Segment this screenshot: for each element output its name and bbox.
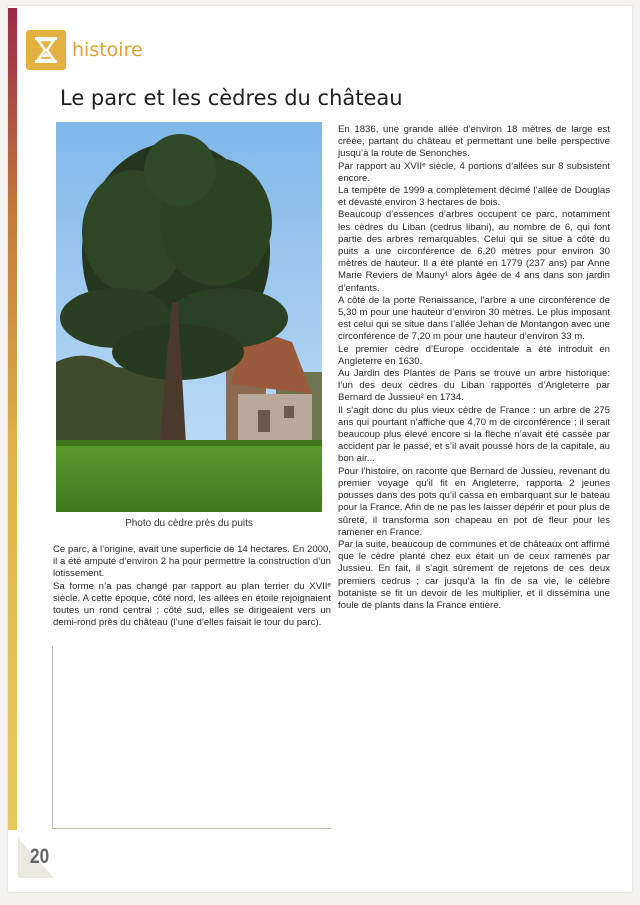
hourglass-icon xyxy=(26,30,66,70)
empty-image-frame xyxy=(52,646,331,829)
cedar-photo xyxy=(56,122,322,512)
article-title: Le parc et les cèdres du château xyxy=(60,86,403,110)
page-number: 20 xyxy=(30,845,50,868)
right-column xyxy=(338,124,610,612)
paragraph: En 1836, une grande allée d’environ 18 mètres de large est créée, partant du château et permettant une belle perspective jusqu’à la route de Senonches. xyxy=(338,124,610,160)
paragraph: Pour l’histoire, on raconte que Bernard de Jussieu, revenant du premier voyage qu’il fit en Angleterre, rapporta 2 jeunes pousses dans des pots qu’il cassa en embarquant sur le bateau pour la France. Afin de ne pas les laisser dépérir et pour plus de sûreté, il transforma son chapeau en pot de fleur pour les ramener en France. xyxy=(338,465,610,538)
paragraph: Il s’agit donc du plus vieux cèdre de France : un arbre de 275 ans qui pourtant n’affiche que 4,70 m de circonférence ; il serait beaucoup plus élevé encore si la flèche n’avait été cassée par accident par le passé, et s’il avait poussé hors de la capitale, au bon air... xyxy=(338,404,610,465)
paragraph: Au Jardin des Plantes de Paris se trouve un arbre historique: l’un des deux cèdres du Liban rapportés d’Angleterre par Bernard de Jussieu² en 1734. xyxy=(338,368,610,404)
left-column xyxy=(53,544,331,629)
paragraph: Ce parc, à l’origine, avait une superficie de 14 hectares. En 2000, il a été amputé d’environ 2 ha pour permettre la construction d’un lotissement. xyxy=(53,544,331,580)
paragraph: Beaucoup d’essences d’arbres occupent ce parc, notamment les cèdres du Liban (cedrus libani), au nombre de 6, qui font partie des arbres remarquables. Celui qui se situe à côté du puits a une circonférence de 6,20 mètres pour environ 30 mètres de hauteur. Il a été planté en 1779 (237 ans) par Anne Marie Reviers de Mauny¹ alors âgée de 4 ans dans son jardin d’enfants. xyxy=(338,209,610,294)
photo-caption: Photo du cèdre près du puits xyxy=(125,518,253,529)
paragraph: A côté de la porte Renaissance, l’arbre a une circonférence de 5,30 m pour une hauteur d’environ 30 mètres. Le plus imposant est celui qui se situe dans l’allée Jehan de Montangon avec une circonférence de 7,20 m pour une hauteur d’environ 33 m. xyxy=(338,294,610,343)
paragraph: La tempête de 1999 a complètement décimé l’allée de Douglas et dévasté environ 3 hectares de bois. xyxy=(338,185,610,209)
color-edge-bar xyxy=(8,8,17,830)
paragraph: Par rapport au XVIIᵉ siècle, 4 portions d’allées sur 8 subsistent encore. xyxy=(338,160,610,184)
section-header xyxy=(26,30,143,70)
paragraph: Par la suite, beaucoup de communes et de châteaux ont affirmé que le cèdre planté chez eux était un de ceux ramenés par Jussieu. En fait, il s’agit sûrement de rejetons de ces deux premiers cedrus ; car jusqu’à la fin de sa vie, le célèbre botaniste se fit un devoir de les multiplier, et il dissémina une foule de plants dans la France entière. xyxy=(338,538,610,611)
section-label: histoire xyxy=(72,39,143,61)
paragraph: Le premier cèdre d’Europe occidentale a été introduit en Angleterre en 1630. xyxy=(338,343,610,367)
paragraph: Sa forme n’a pas changé par rapport au plan terrier du XVIIᵉ siècle. A cette époque, côté nord, les allées en étoile rejoignaient toutes un rond central ; côté sud, elles se dirigeaient vers un demi-rond près du château (l’une d’elles faisait le tour du parc). xyxy=(53,580,331,629)
